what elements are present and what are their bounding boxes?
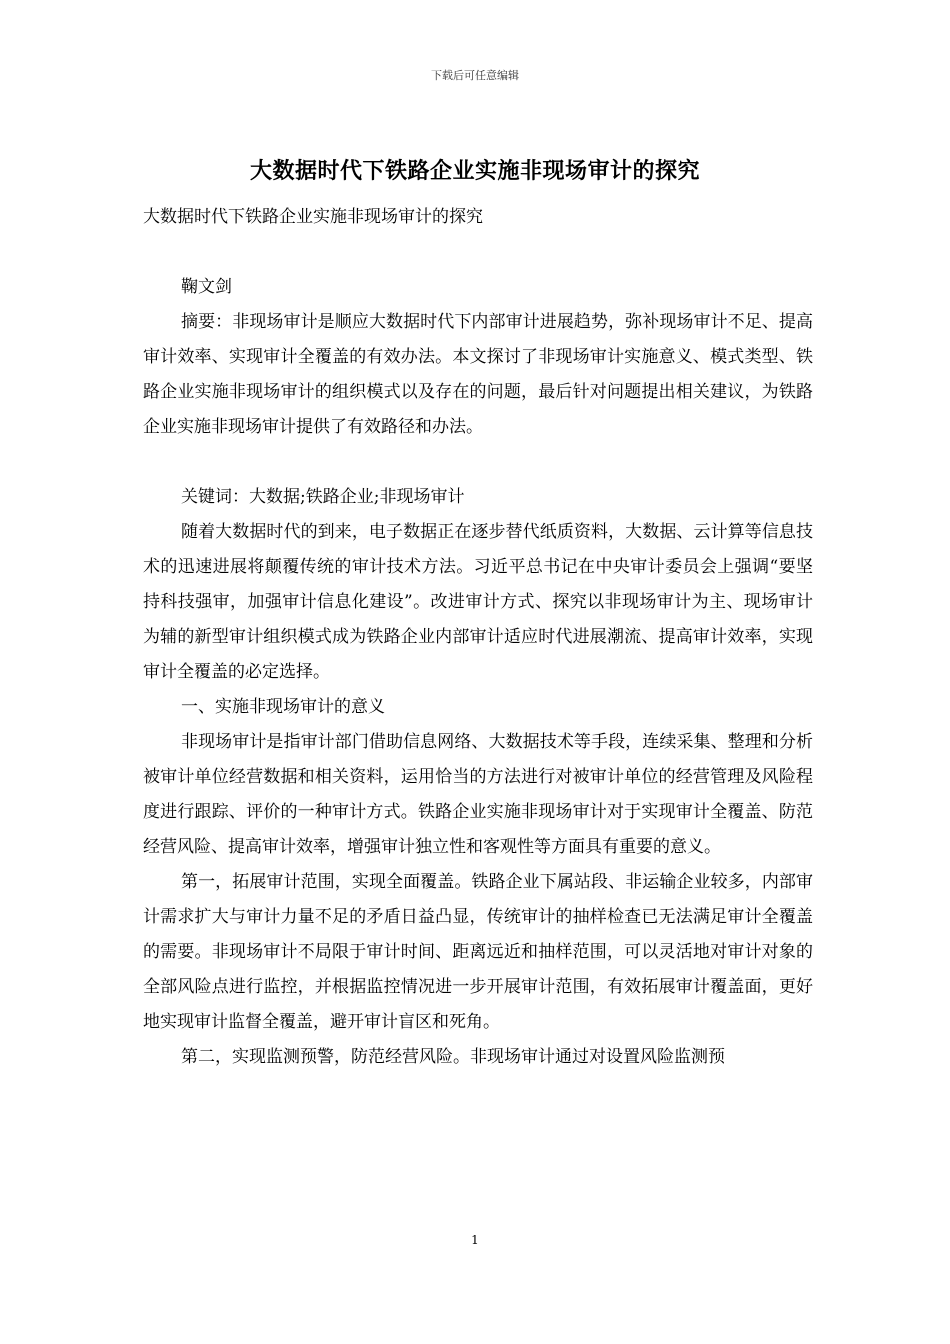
point-paragraph-1: 第一，拓展审计范围，实现全面覆盖。铁路企业下属站段、非运输企业较多，内部审计需求扩大与审计力量不足的矛盾日益凸显，传统审计的抽样检查已无法满足审计全覆盖的需要。非现场审计不局限于审计时间、距离远近和抽样范围，可以灵活地对审计对象的全部风险点进行监控，并根据监控情况进一步开展审计范围，有效拓展审计覆盖面，更好地实现审计监督全覆盖，避开审计盲区和死角。 — [143, 872, 813, 1032]
header-note: 下载后可任意编辑 — [431, 69, 519, 82]
document-subtitle: 大数据时代下铁路企业实施非现场审计的探究 — [143, 207, 483, 227]
document-title: 大数据时代下铁路企业实施非现场审计的探究 — [249, 159, 700, 184]
author-name: 鞠文剑 — [181, 277, 232, 297]
section-heading: 一、实施非现场审计的意义 — [181, 697, 385, 717]
point-paragraph-2: 第二，实现监测预警，防范经营风险。非现场审计通过对设置风险监测预 — [181, 1047, 725, 1067]
keywords-line: 关键词：大数据;铁路企业;非现场审计 — [181, 487, 465, 507]
blank-line — [143, 235, 813, 270]
intro-paragraph: 随着大数据时代的到来，电子数据正在逐步替代纸质资料，大数据、云计算等信息技术的迅速进展将颠覆传统的审计技术方法。习近平总书记在中央审计委员会上强调“要坚持科技强审，加强审计信息化建设”。改进审计方式、探究以非现场审计为主、现场审计为辅的新型审计组织模式成为铁路企业内部审计适应时代进展潮流、提高审计效率，实现审计全覆盖的必定选择。 — [143, 522, 813, 682]
abstract-paragraph: 摘要：非现场审计是顺应大数据时代下内部审计进展趋势，弥补现场审计不足、提高审计效率、实现审计全覆盖的有效办法。本文探讨了非现场审计实施意义、模式类型、铁路企业实施非现场审计的组织模式以及存在的问题，最后针对问题提出相关建议，为铁路企业实施非现场审计提供了有效路径和办法。 — [143, 312, 813, 437]
blank-line — [143, 445, 813, 480]
page-number: 1 — [471, 1233, 479, 1247]
document-body — [143, 200, 813, 1075]
section-paragraph: 非现场审计是指审计部门借助信息网络、大数据技术等手段，连续采集、整理和分析被审计单位经营数据和相关资料，运用恰当的方法进行对被审计单位的经营管理及风险程度进行跟踪、评价的一种审计方式。铁路企业实施非现场审计对于实现审计全覆盖、防范经营风险、提高审计效率，增强审计独立性和客观性等方面具有重要的意义。 — [143, 732, 813, 857]
